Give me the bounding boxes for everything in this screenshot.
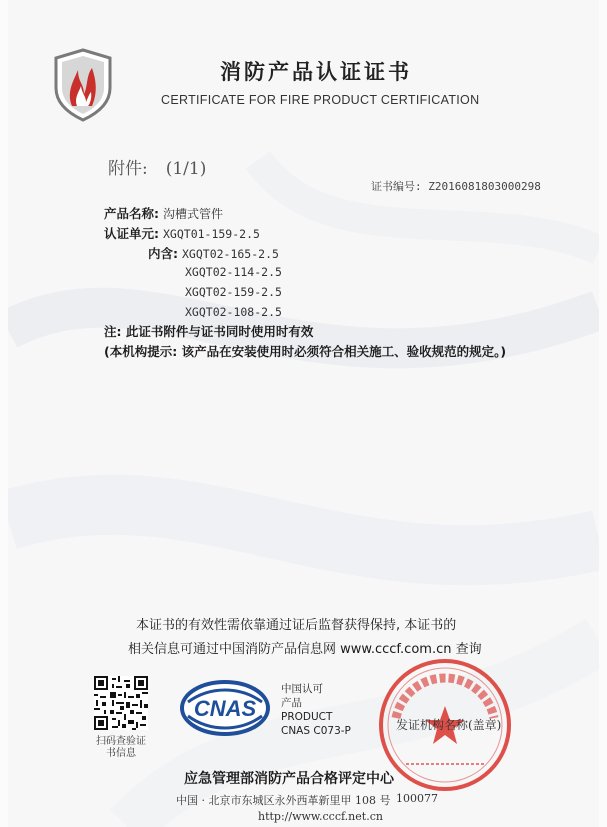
- cnas-line: PRODUCT: [281, 711, 333, 723]
- annex-heading: [108, 154, 206, 179]
- cnas-line: 中国认可: [281, 683, 323, 695]
- issuing-organization: 应急管理部消防产品合格评定中心: [184, 771, 394, 787]
- certificate-title-cn: 消防产品认证证书: [220, 60, 412, 84]
- note-validity: 注: 此证书附件与证书同时使用时有效: [104, 324, 314, 339]
- product-name-row: [104, 204, 223, 222]
- cnas-line: 产品: [281, 697, 302, 709]
- annex-label: 附件:: [108, 159, 148, 179]
- issuer-seal-caption: 发证机构名称(盖章): [396, 718, 502, 732]
- annex-page-number: (1/1): [165, 159, 207, 179]
- certification-unit-label: 认证单元:: [104, 226, 159, 241]
- includes-model: XGQT02-165-2.5: [182, 247, 279, 261]
- product-name-label: 产品名称:: [104, 206, 159, 221]
- certificate-page: [8, 0, 599, 827]
- fire-product-logo: [52, 48, 114, 122]
- includes-row: [148, 244, 279, 262]
- validity-text-line2: 相关信息可通过中国消防产品信息网 www.cccf.com.cn 查询: [128, 642, 482, 657]
- address: 中国 · 北京市东城区永外西革新里甲 108 号: [176, 794, 391, 807]
- website-link[interactable]: http://www.cccf.net.cn: [258, 810, 383, 823]
- note-institution-tip: (本机构提示: 该产品在安装使用时必须符合相关施工、验收规范的规定。): [104, 344, 507, 359]
- cnas-logo-text: CNAS: [193, 696, 257, 721]
- qr-code[interactable]: [94, 676, 148, 730]
- certificate-title-en: CERTIFICATE FOR FIRE PRODUCT CERTIFICATION: [161, 93, 480, 107]
- product-name-value: 沟槽式管件: [163, 207, 224, 221]
- includes-model: XGQT02-108-2.5: [185, 305, 282, 319]
- certificate-number: 证书编号: Z2016081803000298: [371, 180, 541, 193]
- qr-caption: 扫码查验证书信息: [96, 736, 146, 759]
- includes-label: 内含:: [148, 246, 178, 261]
- cnas-logo: [180, 680, 270, 736]
- includes-model: XGQT02-159-2.5: [185, 285, 282, 299]
- includes-model: XGQT02-114-2.5: [185, 265, 282, 279]
- cnas-line: CNAS C073-P: [281, 725, 351, 737]
- cnas-accreditation-text: [281, 682, 351, 738]
- postal-code: 100077: [396, 792, 438, 805]
- certification-unit-row: [104, 224, 260, 242]
- certification-unit-value: XGQT01-159-2.5: [163, 227, 260, 241]
- validity-text-line1: 本证书的有效性需依靠通过证后监督获得保持, 本证书的: [136, 618, 457, 633]
